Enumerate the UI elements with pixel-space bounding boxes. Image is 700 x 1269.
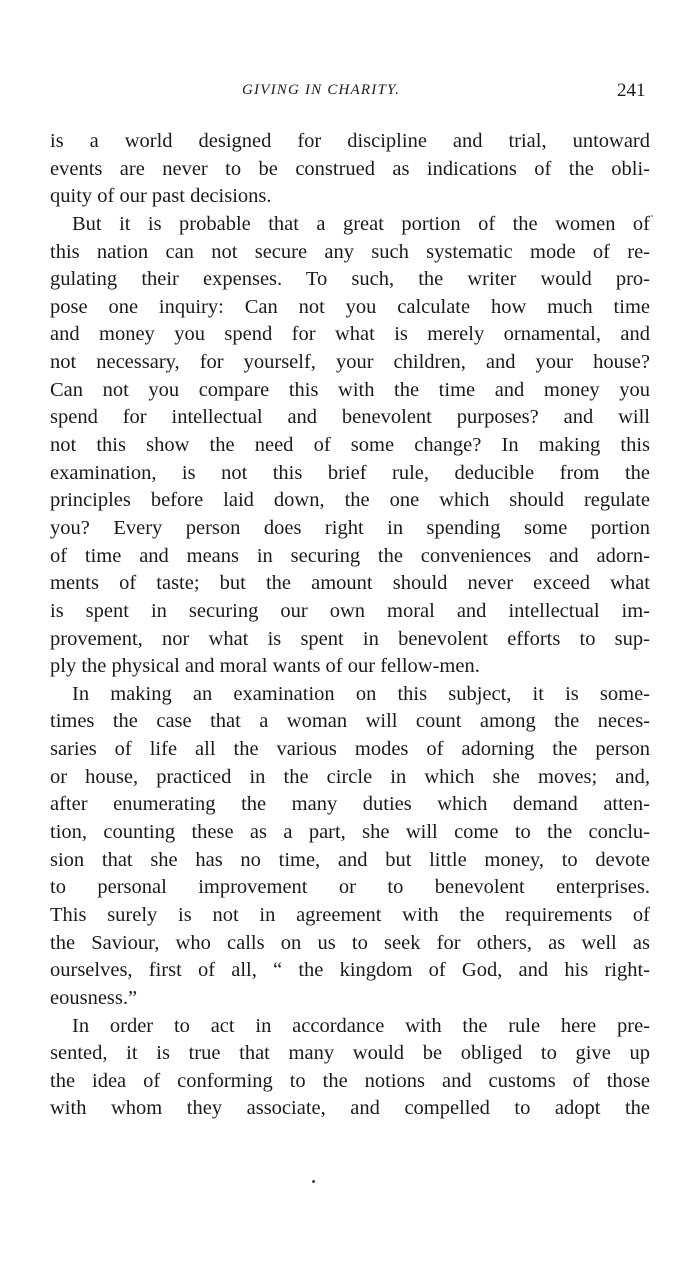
paragraph-start-line: In making an examination on this subject, it is some- <box>72 682 650 705</box>
text-line: pose one inquiry: Can not you calculate how much time <box>50 295 650 318</box>
text-line: not this show the need of some change? In making this <box>50 434 650 457</box>
text-line: eousness.” <box>50 986 138 1009</box>
text-line: times the case that a woman will count among the neces- <box>50 710 650 733</box>
text-line: Can not you compare this with the time and money you <box>50 378 650 401</box>
text-line: This surely is not in agreement with the requirements of <box>50 903 650 926</box>
text-line: with whom they associate, and compelled to adopt the <box>50 1097 650 1120</box>
body-text <box>50 128 650 1123</box>
text-line: the Saviour, who calls on us to seek for others, as well as <box>50 931 650 954</box>
text-line: to personal improvement or to benevolent enterprises. <box>50 876 650 899</box>
text-line: ourselves, first of all, “ the kingdom of God, and his right- <box>50 959 650 982</box>
text-line: examination, is not this brief rule, deducible from the <box>50 461 650 484</box>
text-line: and money you spend for what is merely ornamental, and <box>50 323 650 346</box>
text-line: gulating their expenses. To such, the writer would pro- <box>50 268 650 291</box>
text-line: of time and means in securing the conveniences and adorn- <box>50 544 650 567</box>
running-title: GIVING IN CHARITY. <box>242 82 401 98</box>
print-speck <box>651 215 653 217</box>
text-line: saries of life all the various modes of adorning the person <box>50 738 650 761</box>
text-line: or house, practiced in the circle in which she moves; and, <box>50 765 650 788</box>
text-line: sion that she has no time, and but little money, to devote <box>50 848 650 871</box>
text-line: this nation can not secure any such systematic mode of re- <box>50 240 650 263</box>
text-line: not necessary, for yourself, your children, and your house? <box>50 351 650 374</box>
text-line: ments of taste; but the amount should never exceed what <box>50 572 650 595</box>
text-line: provement, nor what is spent in benevolent efforts to sup- <box>50 627 650 650</box>
text-line: events are never to be construed as indications of the obli- <box>50 157 650 180</box>
page-number: 241 <box>617 80 646 101</box>
running-head <box>0 82 700 106</box>
text-line: sented, it is true that many would be obliged to give up <box>50 1042 650 1065</box>
paragraph-start-line: In order to act in accordance with the rule here pre- <box>72 1014 650 1037</box>
text-line: the idea of conforming to the notions and customs of those <box>50 1069 650 1092</box>
text-line: quity of our past decisions. <box>50 185 272 208</box>
text-line: is a world designed for discipline and trial, untoward <box>50 130 650 152</box>
text-line: principles before laid down, the one which should regulate <box>50 489 650 512</box>
text-line: spend for intellectual and benevolent purposes? and will <box>50 406 650 429</box>
text-line: is spent in securing our own moral and intellectual im- <box>50 599 650 622</box>
text-line: tion, counting these as a part, she will come to the conclu- <box>50 821 650 844</box>
text-line: you? Every person does right in spending some portion <box>50 516 650 539</box>
text-line: ply the physical and moral wants of our fellow-men. <box>50 655 480 678</box>
paragraph-start-line: But it is probable that a great portion of the women of <box>72 212 650 235</box>
signature-mark-dot <box>312 1180 315 1183</box>
text-line: after enumerating the many duties which demand atten- <box>50 793 650 816</box>
